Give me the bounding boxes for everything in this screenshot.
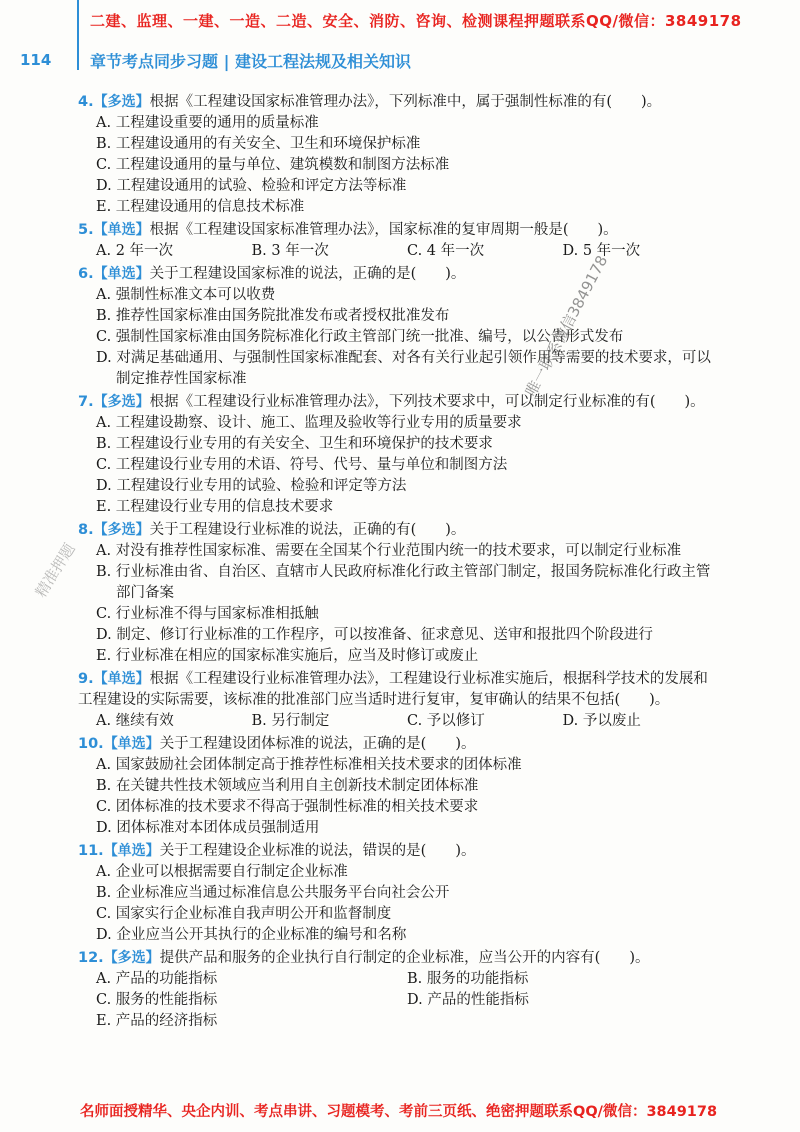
option: B. 行业标准由省、自治区、直辖市人民政府标准化行政主管部门制定，报国务院标准化行政主管部门备案 (96, 564, 711, 601)
option: A. 工程建设勘察、设计、施工、监理及验收等行业专用的质量要求 (96, 415, 522, 431)
option: B. 企业标准应当通过标准信息公共服务平台向社会公开 (96, 885, 450, 901)
question-type-tag: 【多选】 (93, 522, 150, 538)
option: B. 另行制定 (251, 713, 330, 729)
question-number: 10. (78, 736, 104, 752)
option: E. 工程建设行业专用的信息技术要求 (96, 499, 334, 515)
options (78, 285, 718, 390)
options (78, 862, 718, 946)
option: D. 5 年一次 (562, 243, 641, 259)
question-text: 根据《工程建设行业标准管理办法》，工程建设行业标准实施后，根据科学技术的发展和工程建设的实际需要，该标准的批准部门应当适时进行复审，复审确认的结果不包括( )。 (78, 671, 708, 708)
option: A. 产品的功能指标 (96, 971, 218, 987)
option: D. 团体标准对本团体成员强制适用 (96, 820, 320, 836)
question-text: 关于工程建设企业标准的说法，错误的是( )。 (159, 843, 476, 859)
option: A. 2 年一次 (96, 243, 174, 259)
option: C. 国家实行企业标准自我声明公开和监督制度 (96, 906, 392, 922)
question-stem (78, 948, 718, 969)
question-number: 7. (78, 394, 94, 410)
options (78, 755, 718, 839)
question-text: 关于工程建设国家标准的说法，正确的是( )。 (149, 266, 466, 282)
question-number: 4. (78, 94, 94, 110)
question-type-tag: 【多选】 (103, 950, 160, 966)
question-type-tag: 【单选】 (93, 671, 150, 687)
question-type-tag: 【多选】 (93, 94, 150, 110)
option: A. 对没有推荐性国家标准、需要在全国某个行业范围内统一的技术要求，可以制定行业标准 (96, 543, 682, 559)
option: D. 工程建设行业专用的试验、检验和评定等方法 (96, 478, 407, 494)
question-9 (78, 669, 718, 732)
option: A. 国家鼓励社会团体制定高于推荐性标准相关技术要求的团体标准 (96, 757, 522, 773)
question-number: 8. (78, 522, 94, 538)
question-5 (78, 220, 718, 262)
question-number: 5. (78, 222, 94, 238)
option: E. 工程建设通用的信息技术标准 (96, 199, 305, 215)
question-stem (78, 392, 718, 413)
option: A. 继续有效 (96, 713, 174, 729)
question-stem (78, 220, 718, 241)
question-type-tag: 【单选】 (103, 843, 160, 859)
option: D. 工程建设通用的试验、检验和评定方法等标准 (96, 178, 407, 194)
question-text: 根据《工程建设行业标准管理办法》，下列技术要求中，可以制定行业标准的有( )。 (149, 394, 705, 410)
option: C. 工程建设行业专用的术语、符号、代号、量与单位和制图方法 (96, 457, 508, 473)
watermark-left: 精准押题 (31, 540, 79, 601)
options (78, 113, 718, 218)
options (78, 541, 718, 667)
options (78, 711, 718, 732)
option: A. 工程建设重要的通用的质量标准 (96, 115, 319, 131)
question-text: 根据《工程建设国家标准管理办法》，国家标准的复审周期一般是( )。 (149, 222, 618, 238)
question-stem (78, 264, 718, 285)
option: D. 企业应当公开其执行的企业标准的编号和名称 (96, 927, 407, 943)
question-6 (78, 264, 718, 390)
option: D. 予以废止 (562, 713, 641, 729)
question-4 (78, 92, 718, 218)
question-number: 11. (78, 843, 104, 859)
question-text: 关于工程建设团体标准的说法，正确的是( )。 (159, 736, 476, 752)
question-type-tag: 【单选】 (93, 222, 150, 238)
question-8 (78, 520, 718, 667)
question-stem (78, 669, 718, 711)
option: C. 强制性国家标准由国务院标准化行政主管部门统一批准、编号，以公告形式发布 (96, 329, 624, 345)
option: E. 产品的经济指标 (96, 1013, 218, 1029)
question-number: 9. (78, 671, 94, 687)
question-type-tag: 【单选】 (93, 266, 150, 282)
option: A. 强制性标准文本可以收费 (96, 287, 276, 303)
top-banner: 二建、监理、一建、一造、二造、安全、消防、咨询、检测课程押题联系QQ/微信：3849178 (90, 12, 742, 30)
option: B. 在关键共性技术领域应当利用自主创新技术制定团体标准 (96, 778, 479, 794)
question-stem (78, 520, 718, 541)
question-type-tag: 【多选】 (93, 394, 150, 410)
page-number: 114 (20, 51, 52, 69)
option: D. 对满足基础通用、与强制性国家标准配套、对各有关行业起引领作用等需要的技术要求，可以制定推荐性国家标准 (96, 350, 711, 387)
question-10 (78, 734, 718, 839)
option: A. 企业可以根据需要自行制定企业标准 (96, 864, 348, 880)
question-text: 关于工程建设行业标准的说法，正确的有( )。 (149, 522, 466, 538)
option: B. 推荐性国家标准由国务院批准发布或者授权批准发布 (96, 308, 450, 324)
options (78, 413, 718, 518)
option: B. 3 年一次 (251, 243, 329, 259)
question-number: 6. (78, 266, 94, 282)
bottom-banner: 名师面授精华、央企内训、考点串讲、习题模考、考前三页纸、绝密押题联系QQ/微信：3849178 (80, 1104, 718, 1120)
question-type-tag: 【单选】 (103, 736, 160, 752)
question-11 (78, 841, 718, 946)
question-text: 提供产品和服务的企业执行自行制定的企业标准，应当公开的内容有( )。 (159, 950, 650, 966)
options (78, 969, 718, 1032)
option: C. 团体标准的技术要求不得高于强制性标准的相关技术要求 (96, 799, 479, 815)
option: C. 4 年一次 (407, 243, 485, 259)
option: B. 工程建设行业专用的有关安全、卫生和环境保护的技术要求 (96, 436, 493, 452)
question-7 (78, 392, 718, 518)
question-stem (78, 841, 718, 862)
option: D. 产品的性能指标 (407, 992, 529, 1008)
question-12 (78, 948, 718, 1032)
question-text: 根据《工程建设国家标准管理办法》，下列标准中，属于强制性标准的有( )。 (149, 94, 662, 110)
options (78, 241, 718, 262)
question-list (78, 92, 718, 1034)
option: C. 予以修订 (407, 713, 485, 729)
option: C. 服务的性能指标 (96, 992, 218, 1008)
watermark: 唯一联系微信3849178 (521, 252, 612, 400)
option: B. 工程建设通用的有关安全、卫生和环境保护标准 (96, 136, 421, 152)
option: D. 制定、修订行业标准的工作程序，可以按准备、征求意见、送审和报批四个阶段进行 (96, 627, 653, 643)
option: E. 行业标准在相应的国家标准实施后，应当及时修订或废止 (96, 648, 479, 664)
page-title: 章节考点同步习题 | 建设工程法规及相关知识 (90, 52, 411, 71)
page-header (20, 49, 740, 73)
option: B. 服务的功能指标 (407, 971, 529, 987)
question-stem (78, 734, 718, 755)
question-number: 12. (78, 950, 104, 966)
question-stem (78, 92, 718, 113)
option: C. 工程建设通用的量与单位、建筑模数和制图方法标准 (96, 157, 450, 173)
option: C. 行业标准不得与国家标准相抵触 (96, 606, 319, 622)
